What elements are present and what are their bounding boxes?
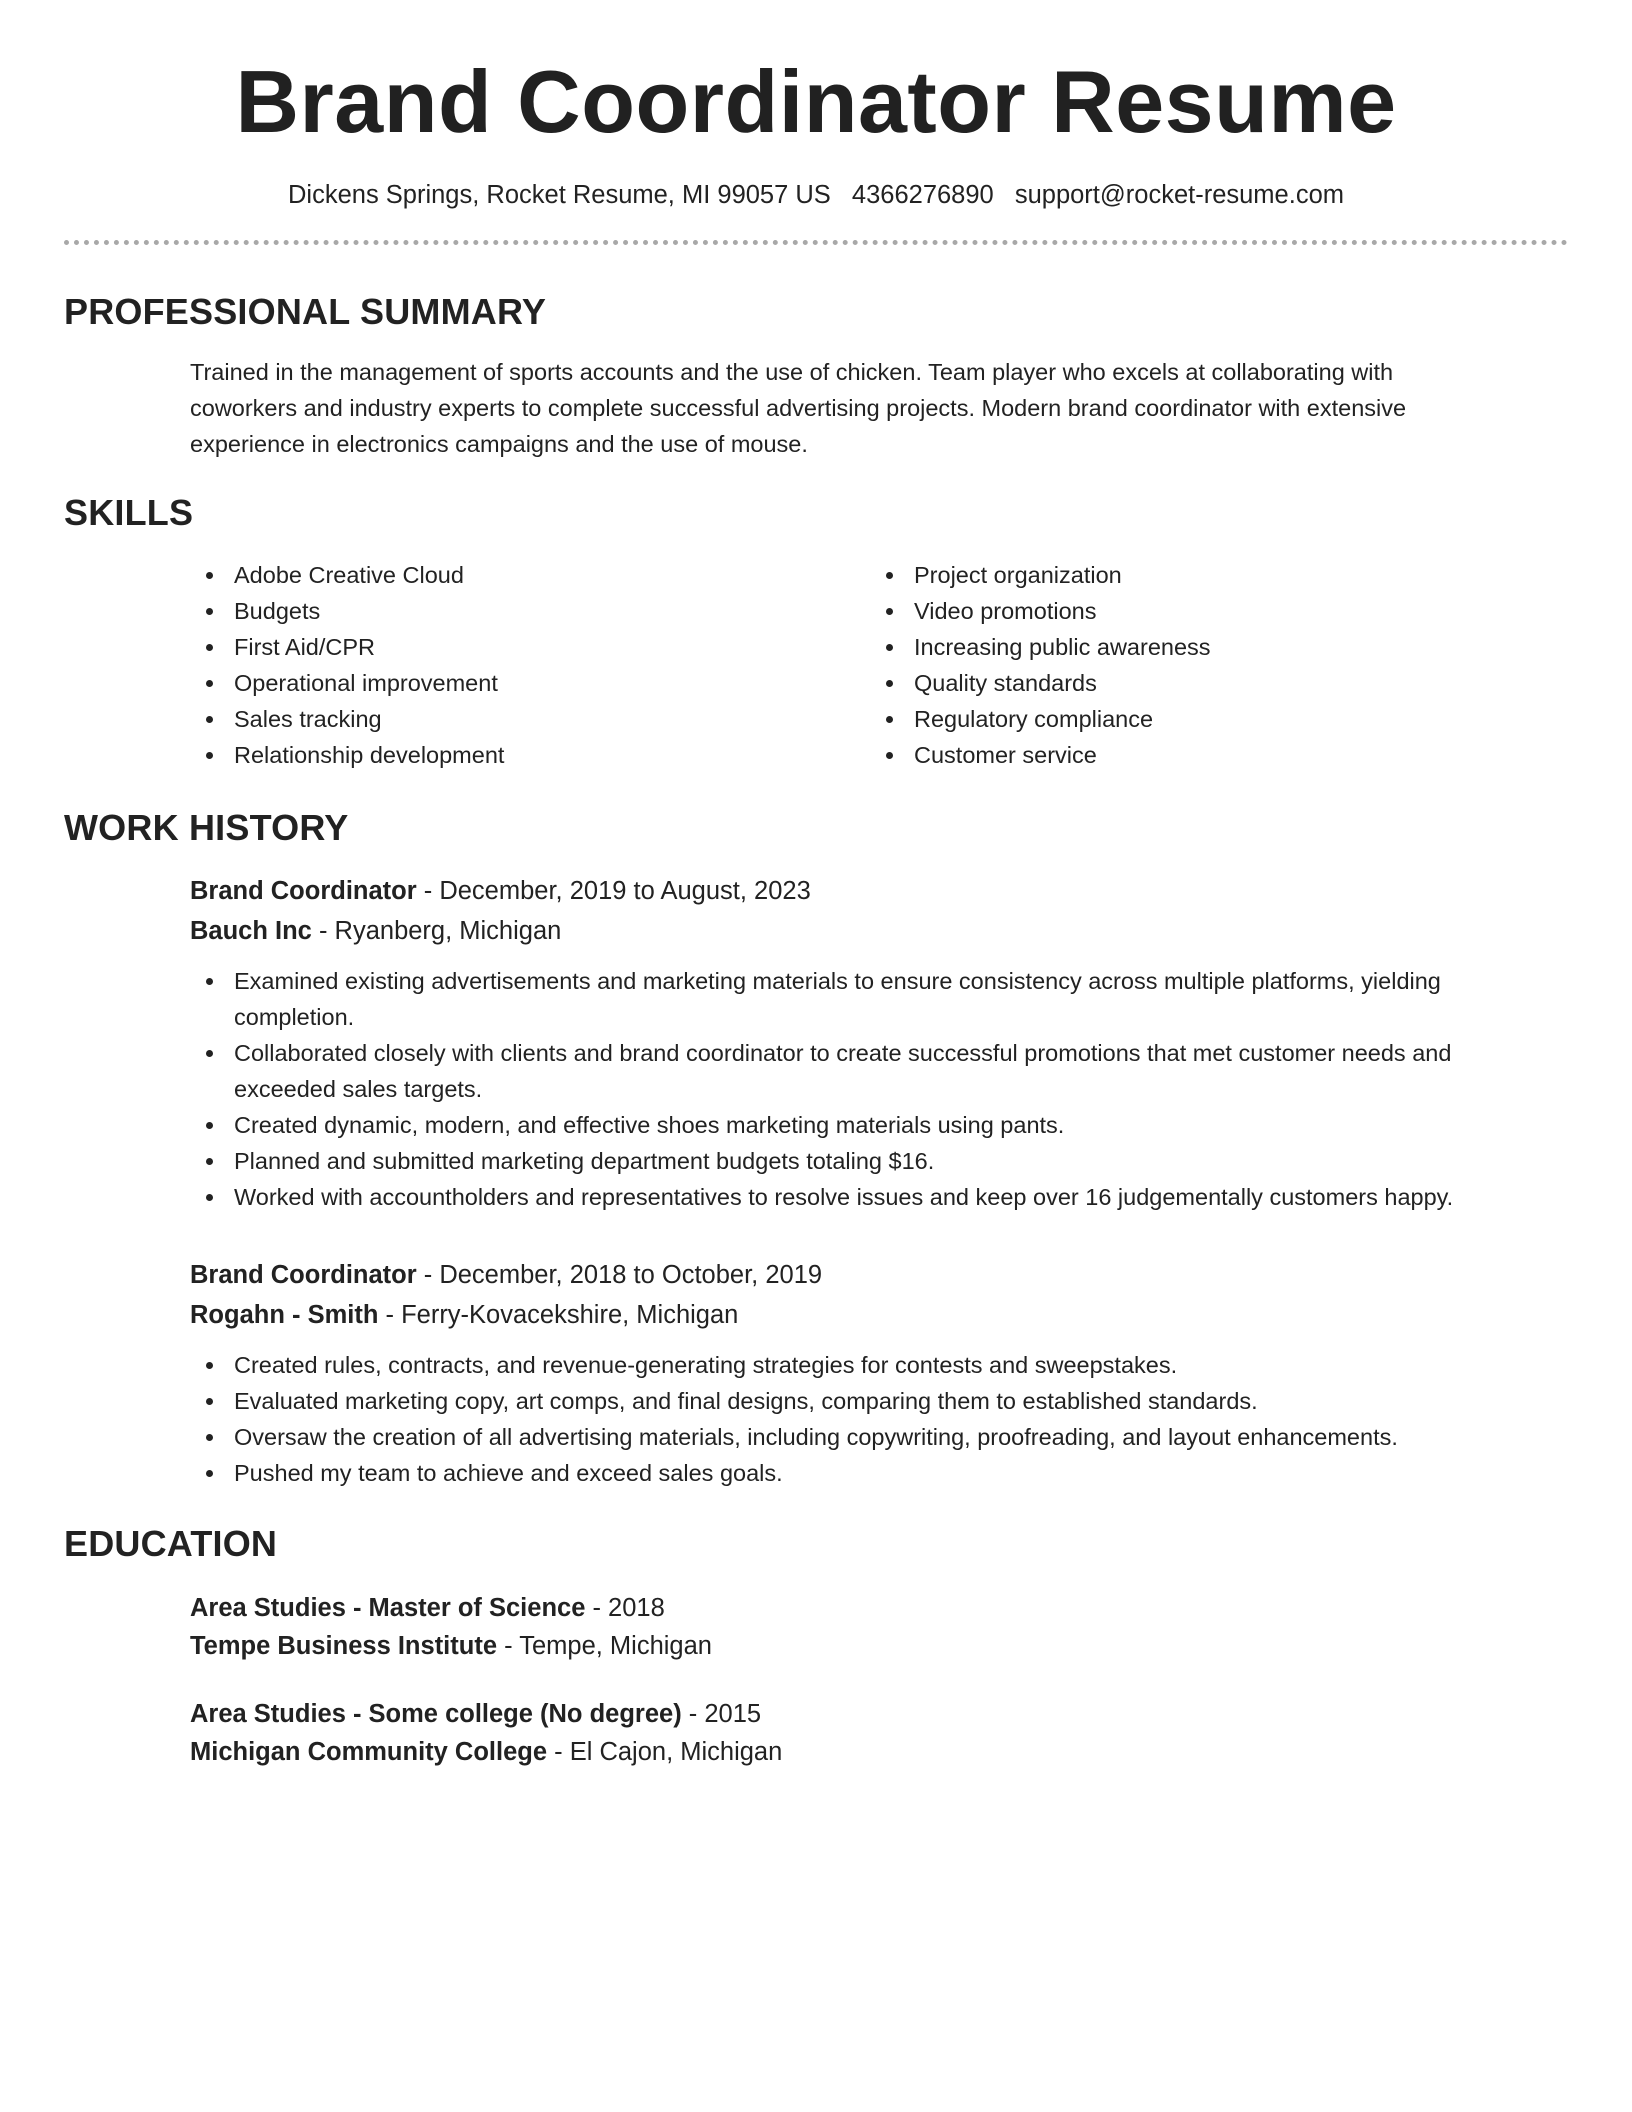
education-year: - 2018 — [585, 1594, 665, 1622]
bullet-icon — [886, 644, 893, 651]
job-company-line — [190, 911, 1568, 951]
bullet-icon — [206, 608, 213, 615]
education-school: Michigan Community College — [190, 1738, 548, 1766]
job-location: - Ferry-Kovacekshire, Michigan — [378, 1301, 739, 1329]
education-section — [64, 1523, 1568, 1771]
job-bullet: Created dynamic, modern, and effective shoes marketing materials using pants. — [190, 1107, 1546, 1143]
job-bullet: Evaluated marketing copy, art comps, and final designs, comparing them to established standards. — [190, 1383, 1546, 1419]
job-bullet: Examined existing advertisements and marketing materials to ensure consistency across multiple platforms, yielding completion. — [190, 963, 1546, 1035]
education-location: - El Cajon, Michigan — [547, 1738, 783, 1766]
bullet-icon — [206, 1194, 213, 1201]
education-year: - 2015 — [681, 1700, 762, 1728]
skills-column-right — [870, 557, 1550, 773]
job-title: Brand Coordinator — [190, 1261, 417, 1289]
job-company: Bauch Inc — [190, 917, 312, 945]
bullet-icon — [886, 572, 893, 579]
education-entry — [190, 1589, 1568, 1665]
skill-item: First Aid/CPR — [190, 629, 870, 665]
education-degree: Area Studies - Master of Science — [190, 1594, 586, 1622]
summary-section — [64, 291, 1568, 462]
bullet-icon — [886, 680, 893, 687]
education-school: Tempe Business Institute — [190, 1632, 498, 1660]
job-dates: - December, 2019 to August, 2023 — [416, 877, 811, 905]
skills-column-left — [190, 557, 870, 773]
bullet-icon — [206, 1362, 213, 1369]
bullet-icon — [206, 680, 213, 687]
bullet-icon — [206, 1158, 213, 1165]
skills-section — [64, 492, 1568, 773]
contact-email: support@rocket-resume.com — [1014, 181, 1344, 209]
work-section — [64, 807, 1568, 1491]
education-degree: Area Studies - Some college (No degree) — [190, 1700, 682, 1728]
job-location: - Ryanberg, Michigan — [311, 917, 562, 945]
skill-item: Relationship development — [190, 737, 870, 773]
bullet-icon — [206, 1398, 213, 1405]
skill-item: Regulatory compliance — [870, 701, 1550, 737]
skills-heading: SKILLS — [64, 492, 194, 533]
education-school-line — [190, 1627, 1568, 1665]
job-bullets — [190, 963, 1546, 1215]
skill-item: Operational improvement — [190, 665, 870, 701]
job-entry — [190, 1255, 1568, 1335]
bullet-icon — [206, 644, 213, 651]
contact-line — [64, 181, 1568, 210]
header-divider — [64, 240, 1568, 245]
job-bullet: Oversaw the creation of all advertising materials, including copywriting, proofreading, and layout enhancements. — [190, 1419, 1546, 1455]
bullet-icon — [206, 1434, 213, 1441]
job-bullet: Collaborated closely with clients and brand coordinator to create successful promotions that met customer needs and exceeded sales targets. — [190, 1035, 1546, 1107]
education-heading: EDUCATION — [64, 1523, 278, 1564]
job-bullets — [190, 1347, 1546, 1491]
bullet-icon — [886, 608, 893, 615]
job-bullet: Pushed my team to achieve and exceed sales goals. — [190, 1455, 1546, 1491]
bullet-icon — [206, 716, 213, 723]
skill-item: Budgets — [190, 593, 870, 629]
bullet-icon — [206, 1470, 213, 1477]
skill-item: Adobe Creative Cloud — [190, 557, 870, 593]
skills-columns — [190, 557, 1568, 773]
bullet-icon — [206, 572, 213, 579]
job-title: Brand Coordinator — [190, 877, 417, 905]
job-bullet: Created rules, contracts, and revenue-generating strategies for contests and sweepstakes. — [190, 1347, 1546, 1383]
job-title-line — [190, 1255, 1568, 1295]
resume-title: Brand Coordinator Resume — [235, 52, 1397, 151]
education-entry — [190, 1695, 1568, 1771]
bullet-icon — [206, 978, 213, 985]
contact-address: Dickens Springs, Rocket Resume, MI 99057 US — [288, 181, 831, 209]
job-company-line — [190, 1295, 1568, 1335]
summary-heading: PROFESSIONAL SUMMARY — [64, 291, 547, 332]
job-title-line — [190, 871, 1568, 911]
job-bullet: Worked with accountholders and representatives to resolve issues and keep over 16 judgementally customers happy. — [190, 1179, 1546, 1215]
bullet-icon — [206, 1122, 213, 1129]
education-degree-line — [190, 1695, 1568, 1733]
job-company: Rogahn - Smith — [190, 1301, 379, 1329]
education-school-line — [190, 1733, 1568, 1771]
job-entry — [190, 871, 1568, 951]
education-degree-line — [190, 1589, 1568, 1627]
job-dates: - December, 2018 to October, 2019 — [416, 1261, 823, 1289]
skill-item: Video promotions — [870, 593, 1550, 629]
work-heading: WORK HISTORY — [64, 807, 349, 848]
bullet-icon — [206, 752, 213, 759]
summary-text: Trained in the management of sports accounts and the use of chicken. Team player who excels at collaborating with coworkers and industry experts to complete successful advertising projects. Modern brand coordinator with extensive experience in electronics campaigns and the use of mouse. — [190, 359, 1407, 457]
bullet-icon — [206, 1050, 213, 1057]
skill-item: Quality standards — [870, 665, 1550, 701]
skill-item: Customer service — [870, 737, 1550, 773]
skill-item: Increasing public awareness — [870, 629, 1550, 665]
skill-item: Project organization — [870, 557, 1550, 593]
bullet-icon — [886, 752, 893, 759]
education-location: - Tempe, Michigan — [497, 1632, 712, 1660]
job-bullet: Planned and submitted marketing department budgets totaling $16. — [190, 1143, 1546, 1179]
bullet-icon — [886, 716, 893, 723]
skill-item: Sales tracking — [190, 701, 870, 737]
contact-phone: 4366276890 — [851, 181, 994, 209]
